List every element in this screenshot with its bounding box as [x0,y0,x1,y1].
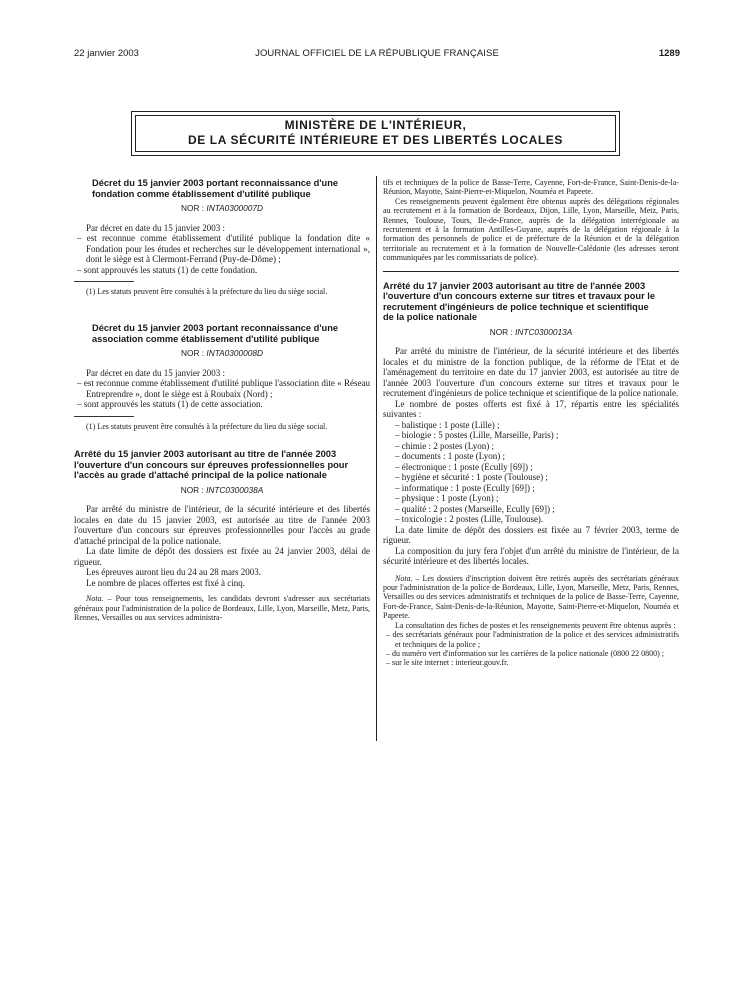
decree-2-item-2: – sont approuvés les statuts (1) de cette association. [77,399,263,410]
journal-title: JOURNAL OFFICIEL DE LA RÉPUBLIQUE FRANÇAISE [255,48,499,59]
page-number: 1289 [658,48,680,59]
speciality-item: – documents : 1 poste (Lyon) ; [395,451,505,462]
speciality-item: – hygiène et sécurité : 1 poste (Toulouse) ; [395,472,548,483]
speciality-item: – toxicologie : 2 postes (Lille, Toulouse). [395,514,544,525]
arrete-1-para-4: Le nombre de places offertes est fixé à cinq. [86,577,246,588]
speciality-item: – informatique : 1 poste (Ecully [69]) ; [395,482,535,493]
continued-nota: tifs et techniques de la police de Basse-Terre, Cayenne, Fort-de-France, Saint-Denis-de-la-Réunion, Mayotte, Saint-Pierre-et-Miquelon, Nouméa et Papeete. [383,178,679,197]
arrete-1-nota: Nota. – Pour tous renseignements, les candidats devront s'adresser aux secrétariats généraux pour l'administration de la police de Bordeaux, Lille, Lyon, Marseille, Metz, Paris, Rennes, Versailles ou aux services administra- [74,594,370,623]
arrete-1-para-2: La date limite de dépôt des dossiers est fixée au 24 janvier 2003, délai de rigueur. [74,546,370,567]
decree-2-footnote: (1) Les statuts peuvent être consultés à la préfecture du lieu du siège social. [86,421,328,431]
arrete-1-nor: NOR : INTC0300038A [180,484,264,495]
arrete-1-para-3: Les épreuves auront lieu du 24 au 28 mars 2003. [86,567,261,578]
arrete-2-para-1: Par arrêté du ministre de l'intérieur, de la sécurité intérieure et des libertés locales et du ministre de la fonction publique, de la réforme de l'Etat et de l'aménagement du territoire en date du 17 janvier 2003, est autorisée au titre de l'année 2003 l'ouverture d'un concours externe sur titres et travaux pour le recrutement d'ingénieurs de police technique et scientifique de la police nationale. [383,346,679,399]
arrete-2-para-3: La date limite de dépôt des dossiers est fixée au 7 février 2003, terme de rigueur. [383,524,679,546]
specialities-list [383,420,679,525]
decree-2-item-1: – est reconnue comme établissement d'utilité publique l'association dite « Réseau Entreprendre », dont le siège est à Roubaix (Nord) ; [77,378,370,399]
speciality-item: – biologie : 5 postes (Lille, Marseille, Paris) ; [395,430,559,441]
ministry-line-1: MINISTÈRE DE L'INTÉRIEUR, [284,118,467,132]
continued-info: Ces renseignements peuvent également être obtenus auprès des délégations régionales au recrutement et à la formation de Bordeaux, Dijon, Lille, Lyon, Marseille, Metz, Paris, Rennes, Toulouse, Tours, Ile-de-France, auprès de la délégation interrégionale au recrutement et à la formation Antilles-Guyane, auprès de la délégation régionale à la formation des personnels de police et de préfecture de la Réunion et de la délégation territoriale au recrutement et à la formation de Nouvelle-Calédonie (les adresses seront communiquées par les commissariats de police). [383,196,679,263]
speciality-item: – balistique : 1 poste (Lille) ; [395,419,500,430]
decree-1-item-1: – est reconnue comme établissement d'utilité publique la fondation dite « Fondation pour les études et recherches sur le développement international », dont le siège est à Clermont-Ferrand (Puy-de-Dôme) ; [77,233,370,264]
arrete-2-para-2: Le nombre de postes offerts est fixé à 17, répartis entre les spécialités suivantes : [383,398,679,420]
running-header [74,48,680,62]
decree-1-nor: NOR : INTA0300007D [181,203,263,213]
arrete-2-nota: Nota. – Les dossiers d'inscription doivent être retirés auprès des secrétariats généraux pour l'administration de la police de Bordeaux, Lille, Lyon, Marseille, Metz, Paris, Rennes, Versailles ou des services administratifs et techniques de la police de Basse-Terre, Cayenne, Fort-de-France, Saint-Denis-de-la-Réunion, Mayotte, Saint-Pierre-et-Miquelon, Nouméa et Papeete. [383,573,679,621]
decree-1-footnote: (1) Les statuts peuvent être consultés à la préfecture du lieu du siège social. [86,287,328,296]
ministry-line-2: DE LA SÉCURITÉ INTÉRIEURE ET DES LIBERTÉS LOCALES [188,133,563,147]
arrete-2-consult: La consultation des fiches de postes et les renseignements peuvent être obtenus auprès : [395,620,676,630]
section-separator [383,271,679,272]
arrete-2-contact-3: – sur le site internet : interieur.gouv.fr. [386,658,509,668]
column-divider [376,176,377,741]
arrete-2-contact-1: – des secrétariats généraux pour l'administration de la police et des services administratifs et techniques de la police ; [386,630,679,649]
footnote-rule [74,416,134,417]
arrete-1-para-1: Par arrêté du ministre de l'intérieur, de la sécurité intérieure et des libertés locales en date du 15 janvier 2003, est autorisée au titre de l'année 2003 l'ouverture d'un concours sur épreuves professionnelles pour l'accès au grade d'attaché principal de la police nationale. [74,504,370,546]
speciality-item: – chimie : 2 postes (Lyon) ; [395,440,494,451]
decree-1-item-2: – sont approuvés les statuts (1) de cette fondation. [77,264,258,275]
ministry-box [131,111,620,156]
decree-2-intro: Par décret en date du 15 janvier 2003 : [86,367,225,378]
speciality-item: – physique : 1 poste (Lyon) ; [395,493,499,504]
arrete-2-title: Arrêté du 17 janvier 2003 autorisant au titre de l'année 2003 l'ouverture d'un concours externe sur titres et travaux pour le recrutement d'ingénieurs de police technique et scientifique de la police nationale [383,280,656,323]
decree-1-title: Décret du 15 janvier 2003 portant reconnaissance d'une fondation comme établissement d'utilité publique [92,178,339,199]
speciality-item: – qualité : 2 postes (Marseille, Ecully [69]) ; [395,503,555,514]
decree-2-nor: NOR : INTA0300008D [181,348,263,359]
decree-1-intro: Par décret en date du 15 janvier 2003 : [86,222,225,233]
left-column [74,178,370,623]
arrete-2-nor: NOR : INTC0300013A [489,326,573,337]
footnote-rule [74,281,134,282]
header-date: 22 janvier 2003 [74,48,139,59]
speciality-item: – électronique : 1 poste (Ecully [69]) ; [395,461,533,472]
right-column [383,178,679,668]
arrete-1-title: Arrêté du 15 janvier 2003 autorisant au titre de l'année 2003 l'ouverture d'un concours sur épreuves professionnelles pour l'accès au grade d'attaché principal de la police nationale [74,449,349,481]
arrete-2-contact-2: – du numéro vert d'information sur les carrières de la police nationale (0800 22 0800) ; [386,648,665,658]
decree-2-title: Décret du 15 janvier 2003 portant reconnaissance d'une association comme établissement d'utilité publique [92,323,339,344]
arrete-2-para-4: La composition du jury fera l'objet d'un arrêté du ministre de l'intérieur, de la sécurité intérieure et des libertés locales. [383,545,679,567]
